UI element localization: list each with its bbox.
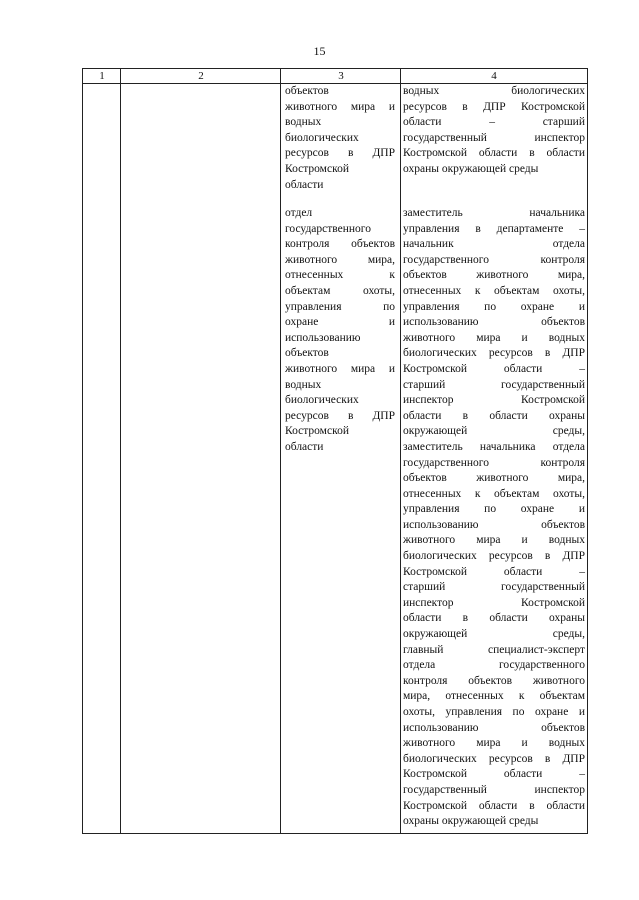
text-line: объектов животного мира, (403, 472, 585, 485)
text-line: отнесенных к объектам охоты, (403, 487, 585, 500)
text-line: Костромской области в области (403, 799, 585, 812)
text-line: Костромской (285, 425, 349, 438)
column-divider (400, 69, 401, 833)
department-cell-continued (285, 84, 395, 193)
text-line: водных биологических (403, 85, 585, 97)
text-line: животного мира и (285, 362, 395, 375)
text-line: заместитель начальника (403, 207, 585, 219)
text-line: ресурсов в ДПР Костромской (403, 100, 585, 113)
text-line: окружающей среды, (403, 425, 585, 438)
text-line: животного мира и водных (403, 534, 585, 547)
page-number: 15 (313, 44, 326, 58)
column-divider (280, 69, 281, 833)
text-line: управления по охране и (403, 300, 585, 313)
text-line: объектов животного мира, (403, 269, 585, 282)
text-line: животного мира и водных (403, 737, 585, 750)
text-line: отдела государственного (403, 659, 585, 672)
text-line: старший государственный (403, 581, 585, 594)
text-line: отнесенных к (285, 269, 395, 282)
text-line: биологических ресурсов в ДПР (403, 752, 585, 765)
text-line: управления по охране и (403, 503, 585, 516)
regulation-table (82, 68, 588, 834)
text-line: области (285, 178, 324, 191)
text-line: области – старший (403, 116, 585, 129)
text-line: государственный инспектор (403, 783, 585, 796)
positions-cell (403, 206, 585, 830)
text-line: главный специалист-эксперт (403, 643, 585, 656)
text-line: области в области охраны (403, 612, 585, 625)
text-line: инспектор Костромской (403, 394, 585, 407)
text-line: использованию объектов (403, 518, 585, 531)
text-line: отдел (285, 207, 313, 219)
text-line: объектов (285, 347, 329, 360)
text-line: биологических (285, 394, 359, 407)
text-line: охраны окружающей среды (403, 815, 539, 828)
text-line: мира, отнесенных к объектам (403, 690, 585, 703)
text-line: Костромской области – (403, 768, 585, 781)
text-line: использованию объектов (403, 316, 585, 329)
text-line: инспектор Костромской (403, 596, 585, 609)
text-line: животного мира, (285, 253, 395, 266)
text-line: заместитель начальника отдела (403, 440, 585, 453)
column-header-2: 2 (121, 69, 281, 84)
text-line: водных (285, 116, 322, 129)
text-line: государственный инспектор (403, 131, 585, 144)
text-line: области в области охраны (403, 409, 585, 422)
text-line: государственного контроля (403, 456, 585, 469)
column-header-3: 3 (281, 69, 401, 84)
column-divider (120, 69, 121, 833)
text-line: объектам охоты, (285, 284, 395, 297)
text-line: контроля объектов (285, 238, 395, 251)
text-line: старший государственный (403, 378, 585, 391)
text-line: животного мира и (285, 100, 395, 113)
text-line: Костромской области в области (403, 147, 585, 160)
text-line: биологических ресурсов в ДПР (403, 550, 585, 563)
text-line: Костромской области – (403, 362, 585, 375)
text-line: государственного (285, 222, 371, 235)
text-line: ресурсов в ДПР (285, 409, 395, 422)
text-line: биологических ресурсов в ДПР (403, 347, 585, 360)
text-line: управления по (285, 300, 395, 313)
text-line: использованию объектов (403, 721, 585, 734)
text-line: биологических (285, 131, 359, 144)
department-cell (285, 206, 395, 456)
text-line: объектов (285, 85, 329, 97)
column-header-4: 4 (401, 69, 587, 84)
text-line: водных (285, 378, 322, 391)
text-line: ресурсов в ДПР (285, 147, 395, 160)
positions-cell-continued (403, 84, 585, 178)
text-line: охране и (285, 316, 395, 329)
text-line: Костромской области – (403, 565, 585, 578)
text-line: животного мира и водных (403, 331, 585, 344)
text-line: области (285, 440, 324, 453)
text-line: использованию (285, 331, 361, 344)
text-line: государственного контроля (403, 253, 585, 266)
text-line: управления в департаменте – (403, 222, 585, 235)
text-line: охоты, управления по охране и (403, 706, 585, 718)
text-line: контроля объектов животного (403, 674, 585, 687)
text-line: начальник отдела (403, 238, 585, 251)
column-header-1: 1 (83, 69, 121, 84)
text-line: охраны окружающей среды (403, 162, 539, 175)
text-line: окружающей среды, (403, 628, 585, 641)
text-line: Костромской (285, 162, 349, 175)
text-line: отнесенных к объектам охоты, (403, 284, 585, 297)
